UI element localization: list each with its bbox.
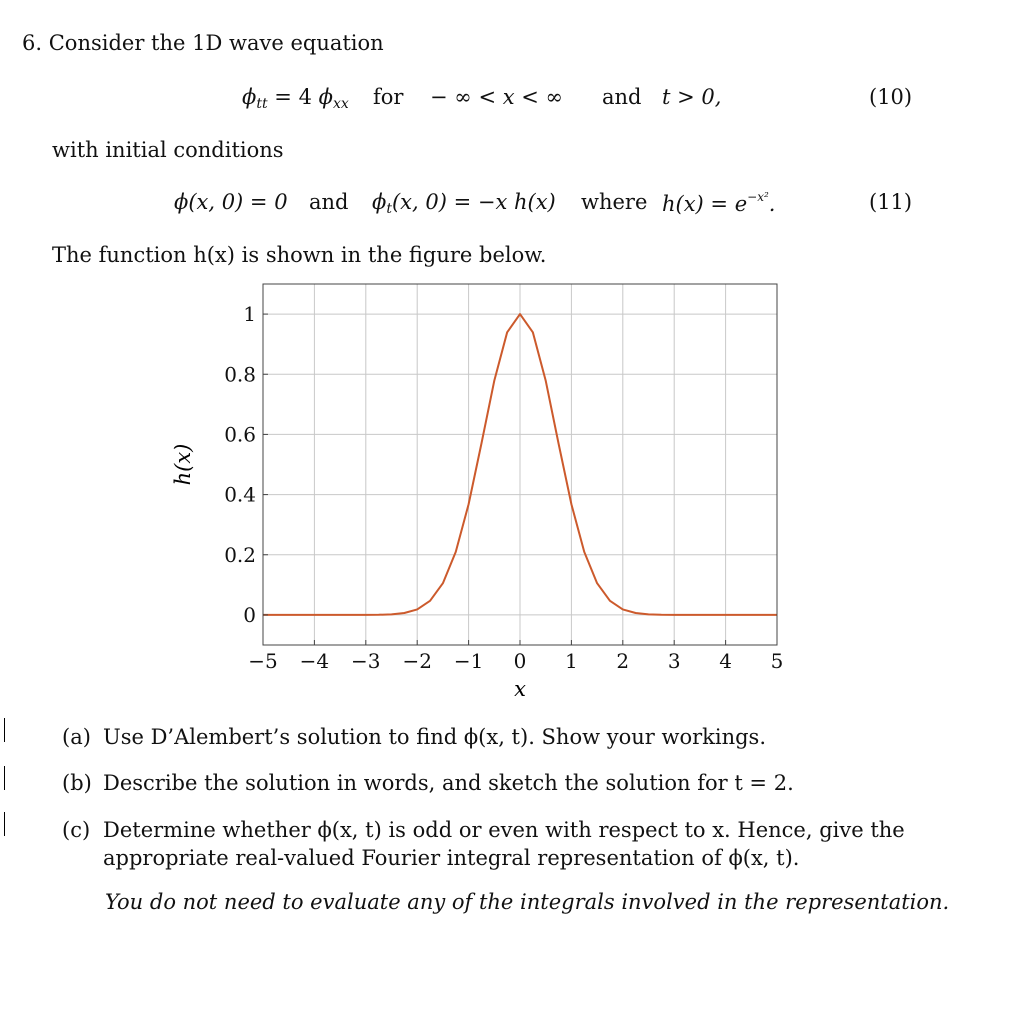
x-axis-label: x — [514, 677, 526, 701]
eq1-coef: 4 — [298, 85, 312, 109]
eq1-rhs-sub: xx — [332, 96, 349, 112]
equation-number-11: (11) — [869, 190, 913, 214]
y-tick-label: 1 — [243, 302, 256, 327]
x-tick-label: −2 — [402, 649, 432, 673]
eq1-domain: − ∞ < x < ∞ — [430, 85, 563, 109]
eq1-and: and — [602, 85, 642, 109]
eq1-time: t > 0, — [662, 85, 722, 109]
eq1-lhs-sub: tt — [256, 96, 268, 112]
question-a-label: (a) — [62, 725, 91, 749]
x-tick-label: 3 — [667, 649, 681, 673]
x-tick-label: 2 — [616, 649, 630, 673]
y-tick-label: 0.8 — [224, 362, 256, 387]
problem-intro: Consider the 1D wave equation — [48, 31, 384, 55]
figure-caption: The function h(x) is shown in the figure below. — [52, 243, 547, 267]
y-tick-label: 0.6 — [224, 422, 256, 447]
y-tick-label: 0 — [243, 602, 256, 627]
x-tick-label: −4 — [299, 649, 330, 673]
x-tick-label: 1 — [565, 649, 578, 673]
y-tick-label: 0.2 — [224, 542, 256, 567]
margin-rule-a — [4, 718, 5, 742]
x-tick-label: 0 — [513, 649, 527, 673]
question-b-label: (b) — [62, 771, 92, 795]
ic-and: and — [309, 190, 349, 214]
x-tick-label: −3 — [351, 649, 381, 673]
h-definition: $h(x) = e^{-x^2}$. — [662, 190, 776, 216]
x-tick-label: −1 — [453, 649, 484, 673]
question-c-line1: Determine whether ϕ(x, t) is odd or even with respect to x. Hence, give the — [103, 818, 905, 842]
equation-number-10: (10) — [869, 85, 913, 109]
question-c-label: (c) — [62, 818, 91, 842]
question-c-line2: appropriate real-valued Fourier integral representation of ϕ(x, t). — [103, 846, 800, 870]
note-text: You do not need to evaluate any of the integrals involved in the representation. — [105, 890, 950, 914]
eq1-op: = — [274, 85, 292, 109]
initial-conditions-text: with initial conditions — [52, 138, 284, 162]
question-a-text: Use D’Alembert’s solution to find ϕ(x, t). Show your workings. — [103, 725, 767, 749]
ic-phi-t: $\phi_t(x$, 0) = −x h(x) — [372, 190, 556, 217]
eq1-for: for — [373, 85, 404, 109]
question-b-text: Describe the solution in words, and sketch the solution for t = 2. — [103, 771, 794, 795]
margin-rule-c — [4, 812, 5, 836]
ic-phi: ϕ(x, 0) = 0 — [174, 190, 288, 214]
problem-number: 6. — [22, 31, 43, 55]
x-tick-label: 4 — [719, 649, 732, 673]
y-tick-label: 0.4 — [224, 482, 256, 507]
y-axis-label: h(x) — [171, 443, 195, 486]
ic-where: where — [581, 190, 648, 214]
margin-rule-b — [4, 766, 5, 790]
x-tick-label: −5 — [248, 649, 278, 673]
eq1-lhs: ϕ — [242, 85, 257, 109]
eq1-rhs: ϕ — [318, 85, 333, 109]
x-tick-label: 5 — [770, 649, 784, 673]
